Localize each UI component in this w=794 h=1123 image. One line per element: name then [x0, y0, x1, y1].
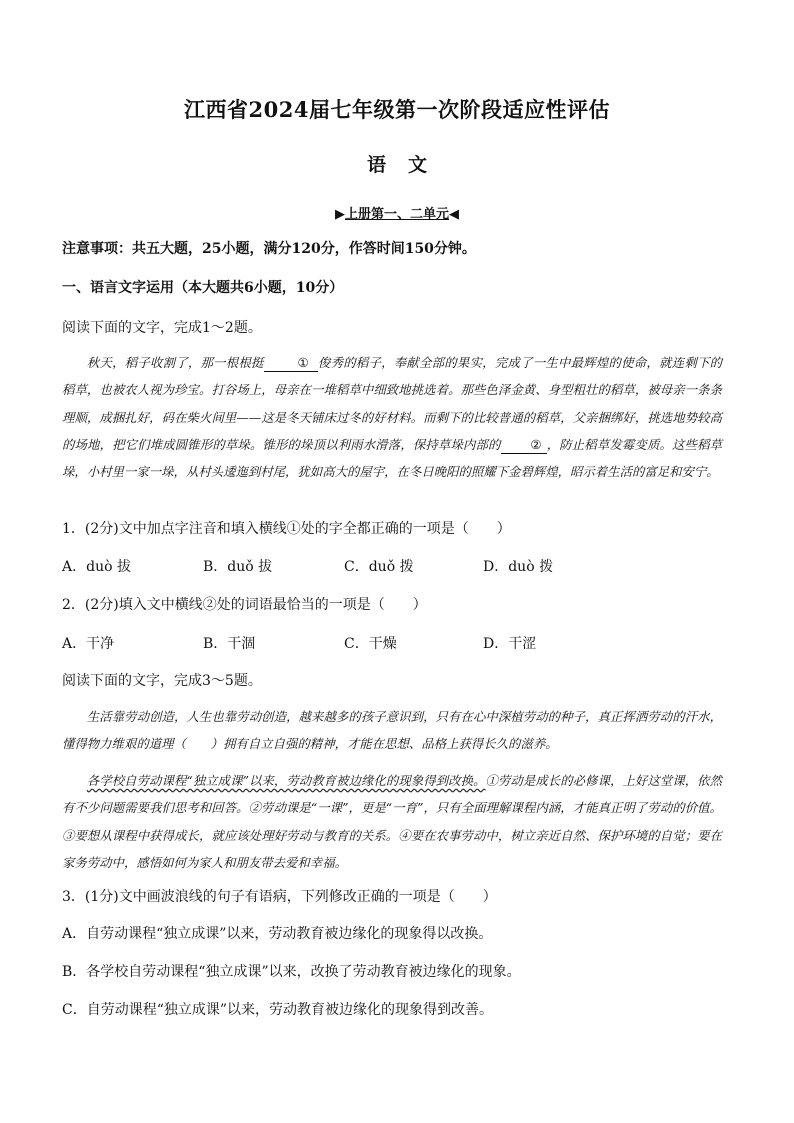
question-2-stem: 2．(2分)填入文中横线②处的词语最恰当的一项是（ ）: [62, 597, 427, 613]
question-1-stem: 1．(2分)文中加点字注音和填入横线①处的字全都正确的一项是（ ）: [62, 521, 511, 537]
question-3-stem: 3．(1分)文中画波浪线的句子有语病，下列修改正确的一项是（ ）: [62, 889, 497, 905]
option-c[interactable]: C．duǒ 拨: [344, 559, 414, 575]
blank-1: ①: [264, 355, 318, 372]
passage-1: [62, 349, 722, 485]
option-b[interactable]: B．干涸: [203, 636, 256, 652]
passage-2-para-1: 生活靠劳动创造，人生也靠劳动创造，越来越多的孩子意识到，只有在心中深植劳动的种子，真正挥洒劳动的汗水，懂得物力维艰的道理（ ）拥有自立自强的精神，才能在思想、品格上获得长久的滋养。: [62, 709, 722, 752]
passage-1-part-1: 秋天，稻子收割了，那一根根挺: [86, 355, 264, 370]
blank-2: ②: [501, 437, 547, 454]
exam-title: 江西省2024届七年级第一次阶段适应性评估: [184, 97, 610, 122]
passage-1-part-3: ，防止稻草发霉变质。这些稻草垛，小村里一家一垛，从村头逶迤到村尾，犹如高大的屋宇，在冬日晚阳的照耀下金碧辉煌，昭示着生活的富足和安宁。: [62, 436, 723, 480]
option-c[interactable]: C．干燥: [344, 636, 397, 652]
option-b[interactable]: B．duǒ 拔: [203, 559, 273, 575]
scope-text: 上册第一、二单元: [344, 207, 449, 222]
reading-intro-2: 阅读下面的文字，完成3～5题。: [62, 673, 262, 689]
question-2-options: [62, 633, 742, 653]
passage-1-part-2: 俊秀的稻子，奉献全部的果实，完成了一生中最辉煌的使命，就连剩下的稻草，也被农人视为珍宝。打谷场上，母亲在一堆稻草中细致地挑选着。那些色泽金黄、身型粗壮的稻草，被母亲一条条理顺，成捆扎好，码在柴火间里——这是冬天铺床过冬的好材料。而剩下的比较普通的稻草，父亲捆绑好，挑选地势较高的场地，把它们堆成圆锥形的草垛。锥形的垛顶以利雨水滑落，保持草垛内部的: [62, 355, 723, 452]
notice: 注意事项：共五大题，25小题，满分120分，作答时间150分钟。: [62, 241, 476, 257]
option-a[interactable]: A．自劳动课程“独立成课”以来，劳动教育被边缘化的现象得以改换。: [62, 926, 493, 942]
triangle-left-icon: ◀: [449, 207, 459, 222]
scope-label: [0, 203, 794, 222]
option-a[interactable]: A．duò 拔: [62, 559, 131, 575]
passage-2-para-2-rest: ①劳动是成长的必修课，上好这堂课，依然有不少问题需要我们思考和回答。②劳动课是“一课”，更是“一育”，只有全面理解课程内涵，才能真正明了劳动的价值。③要想从课程中获得成长，就应该处理好劳动与教育的关系。④要在农事劳动中，树立亲近自然、保护环境的自觉；要在家务劳动中，感悟如何为家人和朋友带去爱和幸福。: [62, 773, 723, 870]
subject-title: 语文: [366, 154, 449, 176]
option-a[interactable]: A．干净: [62, 636, 115, 652]
passage-2-para-2: [62, 767, 722, 876]
option-d[interactable]: D．干涩: [483, 636, 537, 652]
option-d[interactable]: D．duò 拨: [483, 559, 554, 575]
wavy-sentence: 各学校自劳动课程“独立成课”以来，劳动教育被边缘化的现象得到改换。: [86, 773, 486, 788]
triangle-right-icon: ▶: [334, 207, 345, 222]
reading-intro-1: 阅读下面的文字，完成1～2题。: [62, 320, 262, 336]
section-heading: 一、语言文字运用（本大题共6小题，10分）: [62, 280, 344, 296]
question-1-options: [62, 556, 742, 576]
option-c[interactable]: C．自劳动课程“独立成课”以来，劳动教育被边缘化的现象得到改善。: [62, 1002, 494, 1018]
option-b[interactable]: B．各学校自劳动课程“独立成课”以来，改换了劳动教育被边缘化的现象。: [62, 964, 521, 980]
